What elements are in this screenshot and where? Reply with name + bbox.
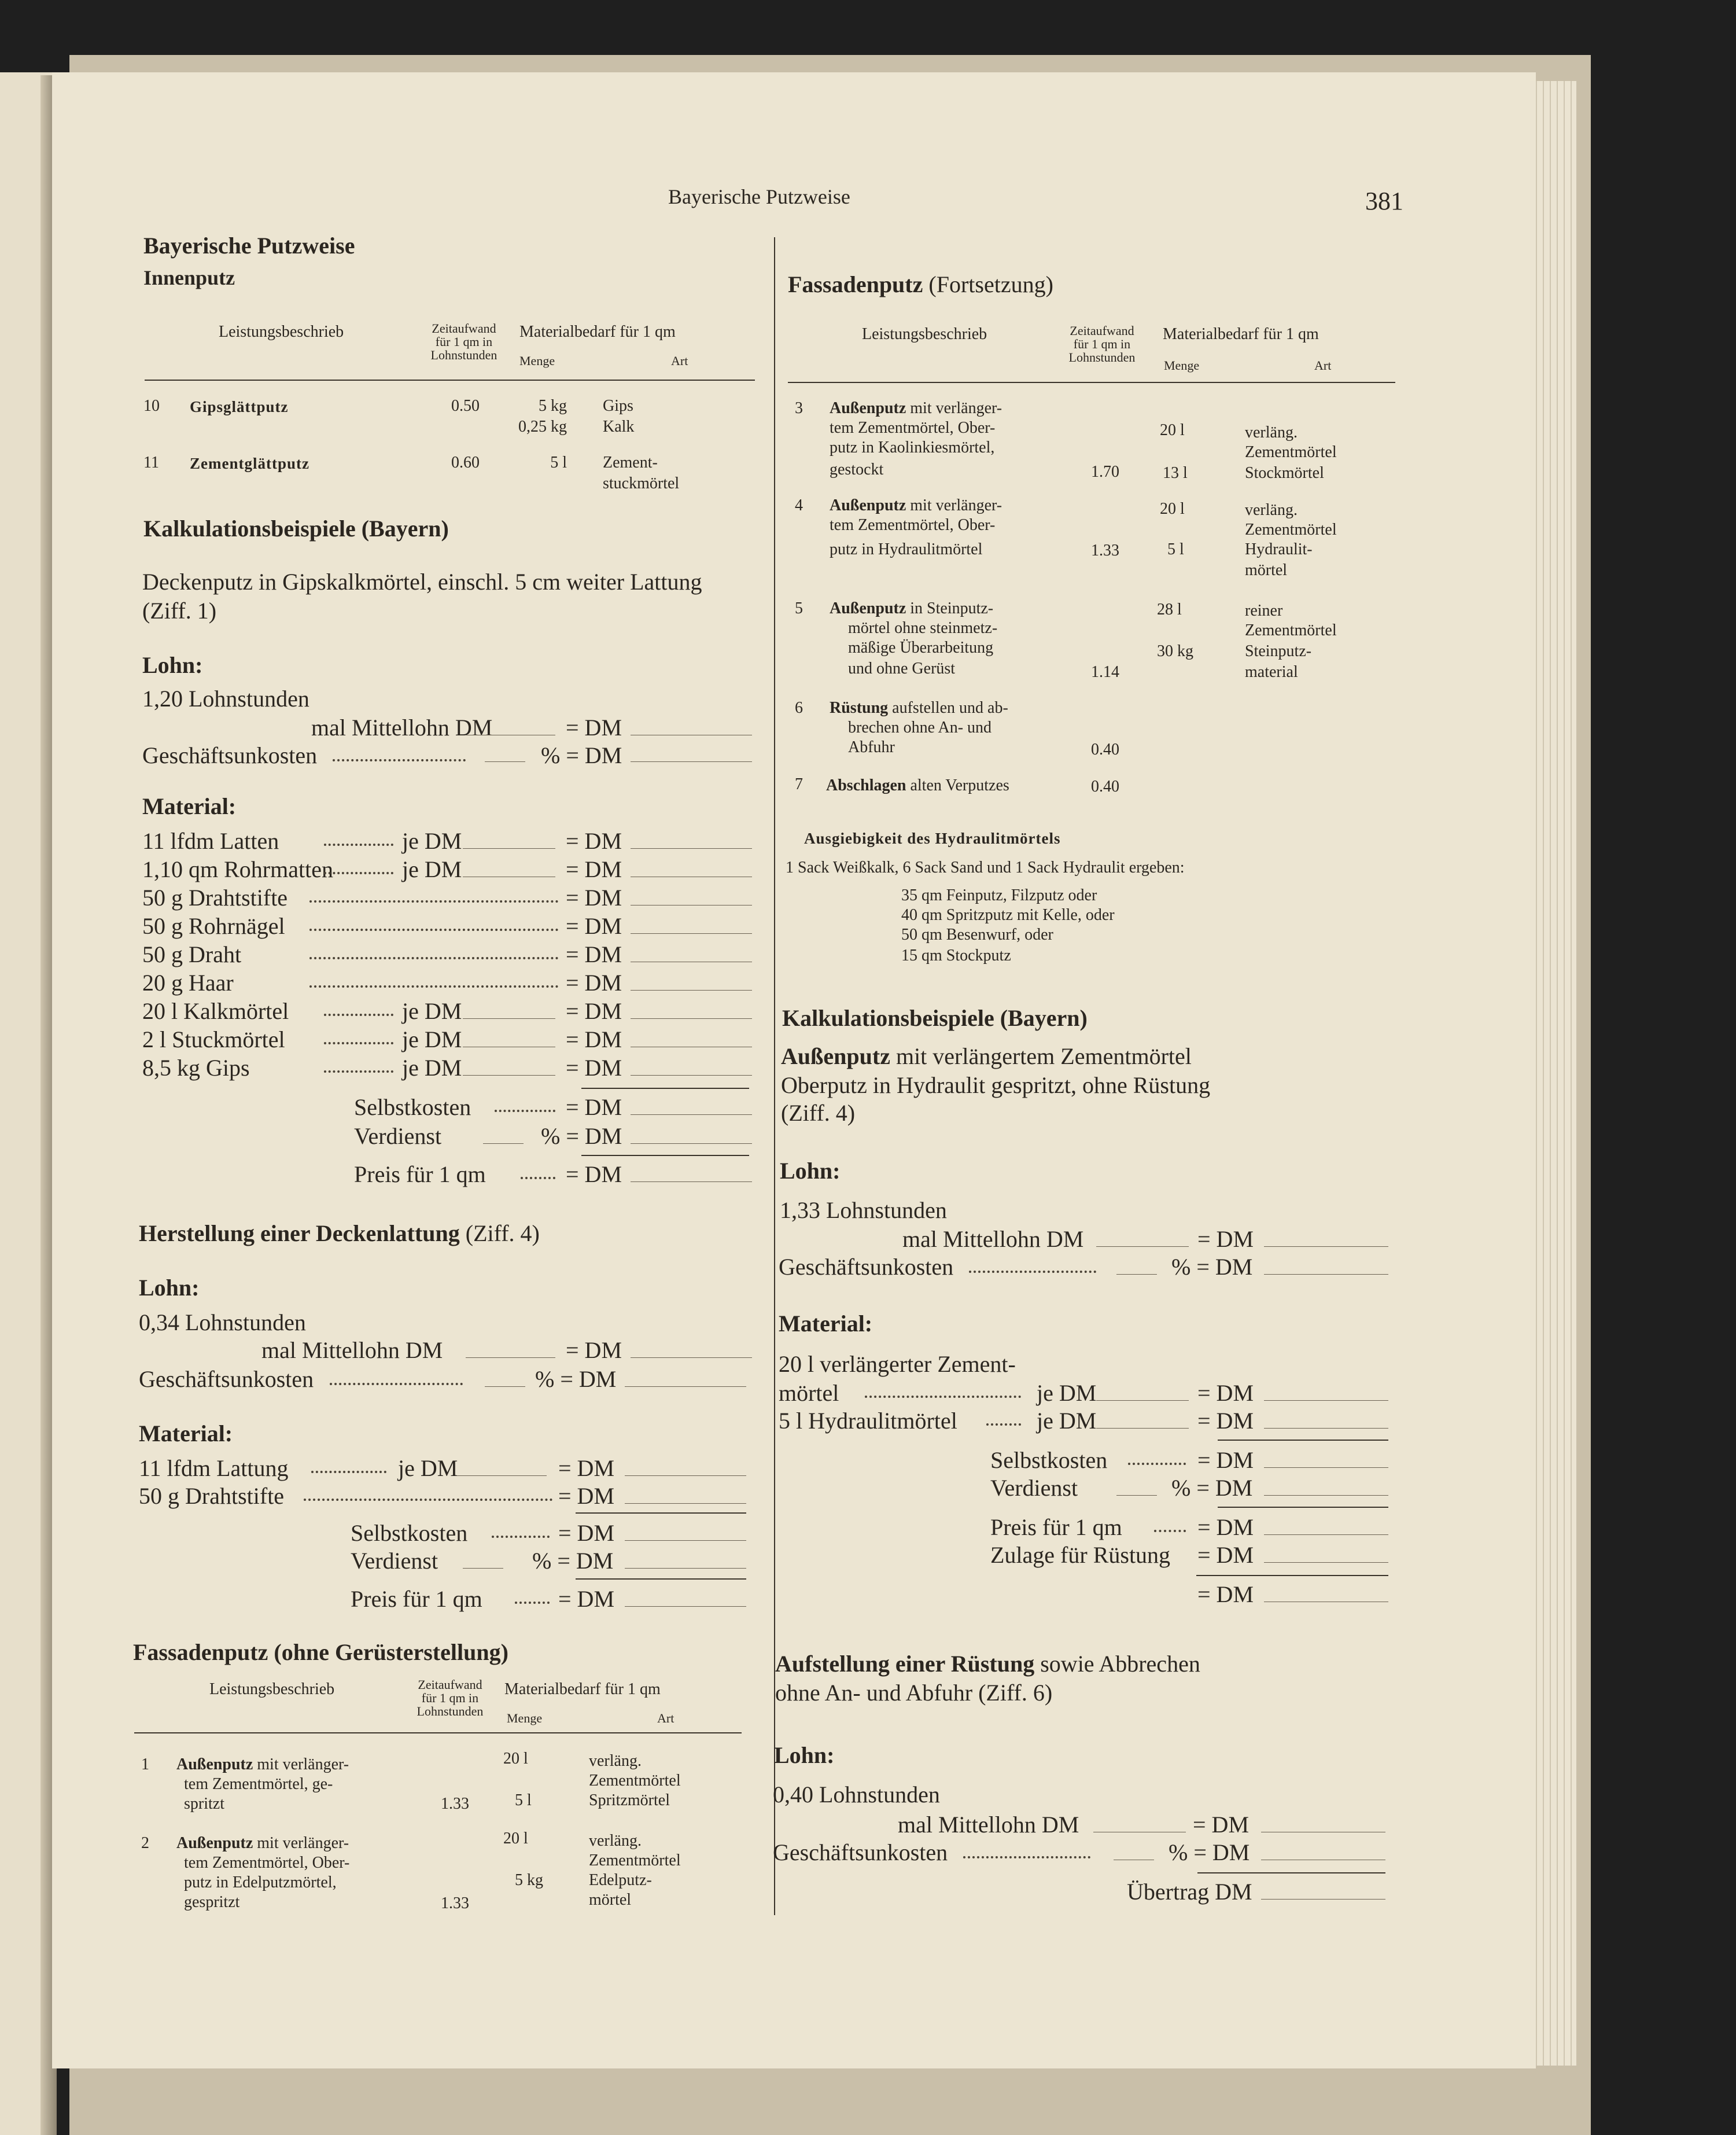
fill-line <box>463 1075 555 1076</box>
fill-line <box>483 1143 524 1144</box>
fill-line <box>631 1181 752 1182</box>
col-head-menge: Menge <box>507 1711 543 1725</box>
je-dm: je DM <box>402 1055 462 1081</box>
fill-line <box>1261 1899 1385 1900</box>
lohn-heading: Lohn: <box>774 1742 835 1768</box>
lohn-heading: Lohn: <box>139 1275 200 1301</box>
preis: Preis für 1 qm <box>351 1586 482 1612</box>
example-ziff: (Ziff. 4) <box>781 1100 856 1126</box>
mittellohn-label: mal Mittellohn DM <box>311 715 493 741</box>
dot-leader <box>1154 1530 1186 1532</box>
fill-line <box>1264 1246 1388 1247</box>
eq-dm: = DM <box>566 913 622 939</box>
pct-dm: % = DM <box>1171 1475 1253 1501</box>
material-heading: Material: <box>139 1420 233 1446</box>
col-head-leistung: Leistungsbeschrieb <box>209 1680 335 1698</box>
fill-line <box>625 1568 746 1569</box>
fill-line <box>631 761 752 762</box>
fill-line <box>631 1357 752 1358</box>
geschaeftsunkosten: Geschäftsunkosten <box>142 742 318 768</box>
eq-dm: = DM <box>566 1055 622 1081</box>
material-label: 50 g Rohrnägel <box>142 913 285 939</box>
fill-line <box>463 1018 555 1019</box>
geschaeftsunkosten: Geschäftsunkosten <box>773 1839 948 1865</box>
je-dm: je DM <box>402 1026 462 1052</box>
eq-dm: = DM <box>566 941 622 967</box>
fassade-title: Fassadenputz (Fortsetzung) <box>788 271 1053 297</box>
fill-line <box>1264 1467 1388 1468</box>
section-subtitle: Innenputz <box>143 266 235 289</box>
verdienst: Verdienst <box>990 1475 1078 1501</box>
dot-leader <box>963 1856 1090 1858</box>
material-heading: Material: <box>779 1311 873 1337</box>
verdienst: Verdienst <box>354 1123 442 1149</box>
col-head-material: Materialbedarf für 1 qm <box>504 1680 661 1698</box>
sum-rule <box>581 1155 749 1156</box>
dot-leader <box>324 1070 393 1073</box>
uebertrag: Übertrag DM <box>1127 1879 1252 1905</box>
fassade-title: Fassadenputz (ohne Gerüsterstellung) <box>133 1639 508 1665</box>
example-title: Herstellung einer Deckenlattung (Ziff. 4) <box>139 1220 540 1246</box>
material-label: 20 l Kalkmörtel <box>142 998 289 1024</box>
col-head-menge: Menge <box>1164 358 1200 373</box>
fill-line <box>1264 1274 1388 1275</box>
fill-line <box>631 1018 752 1019</box>
ausgiebigkeit-line: 15 qm Stockputz <box>901 947 1011 965</box>
fill-line <box>631 848 752 849</box>
fill-line <box>1116 1495 1157 1496</box>
example-title: Aufstellung einer Rüstung sowie Abbrechen <box>775 1651 1200 1677</box>
eq-dm: = DM <box>558 1586 615 1612</box>
dot-leader <box>330 1383 463 1385</box>
dot-leader <box>324 872 393 874</box>
col-head-zeit: Zeitaufwand für 1 qm in Lohnstunden <box>1068 323 1136 365</box>
col-head-zeit: Zeitaufwand für 1 qm in Lohnstunden <box>417 1677 484 1719</box>
eq-dm: = DM <box>566 715 622 741</box>
ausgiebigkeit-line: 50 qm Besenwurf, oder <box>901 926 1053 944</box>
fill-line <box>631 1114 752 1115</box>
eq-dm: = DM <box>566 885 622 911</box>
material-line: 20 l verlängerter Zement- <box>779 1351 1016 1377</box>
fill-line <box>1264 1495 1388 1496</box>
dot-leader <box>969 1271 1096 1273</box>
running-title: Bayerische Putzweise <box>668 185 850 208</box>
col-head-zeit: Zeitaufwand für 1 qm in Lohnstunden <box>430 321 497 363</box>
fill-line <box>1116 1274 1157 1275</box>
sum-rule <box>1197 1872 1385 1873</box>
sum-rule <box>1218 1507 1388 1508</box>
dot-leader <box>309 929 558 931</box>
sum-rule <box>576 1578 746 1580</box>
eq-dm: = DM <box>1197 1514 1254 1540</box>
lohnstunden: 1,33 Lohnstunden <box>780 1197 947 1223</box>
col-head-leistung: Leistungsbeschrieb <box>862 325 987 343</box>
geschaeftsunkosten: Geschäftsunkosten <box>139 1366 314 1392</box>
eq-dm: = DM <box>1197 1226 1254 1252</box>
table-rule <box>788 382 1395 383</box>
selbstkosten: Selbstkosten <box>990 1447 1108 1473</box>
lohn-heading: Lohn: <box>780 1158 841 1184</box>
dot-leader <box>309 985 558 988</box>
eq-dm: = DM <box>1197 1447 1254 1473</box>
eq-dm: = DM <box>1197 1542 1254 1568</box>
material-label: 50 g Draht <box>142 941 242 967</box>
example-title: Deckenputz in Gipskalkmörtel, einschl. 5 cm weiter Lattung <box>142 569 702 595</box>
col-head-art: Art <box>671 354 688 368</box>
col-head-material: Materialbedarf für 1 qm <box>1163 325 1319 343</box>
fill-line <box>1264 1562 1388 1563</box>
sum-rule <box>1218 1440 1388 1441</box>
example-title-line: Oberputz in Hydraulit gespritzt, ohne Rüstung <box>781 1072 1211 1098</box>
geschaeftsunkosten: Geschäftsunkosten <box>779 1254 954 1280</box>
fill-line <box>463 848 555 849</box>
dot-leader <box>324 1014 393 1016</box>
je-dm: je DM <box>402 828 462 854</box>
eq-dm: = DM <box>566 1094 622 1120</box>
verdienst: Verdienst <box>351 1548 438 1574</box>
je-dm: je DM <box>402 998 462 1024</box>
col-head-art: Art <box>1314 358 1332 373</box>
mittellohn-label: mal Mittellohn DM <box>261 1337 443 1363</box>
fill-line <box>485 761 525 762</box>
example-title: Außenputz mit verlängertem Zementmörtel <box>781 1043 1192 1069</box>
preis: Preis für 1 qm <box>990 1514 1122 1540</box>
fill-line <box>466 1357 555 1358</box>
selbstkosten: Selbstkosten <box>351 1520 468 1546</box>
dot-leader <box>521 1177 555 1179</box>
example-ziff: (Ziff. 1) <box>142 598 217 624</box>
fill-line <box>485 1386 525 1387</box>
lohn-heading: Lohn: <box>142 652 203 678</box>
fill-line <box>631 990 752 991</box>
eq-dm: = DM <box>566 998 622 1024</box>
material-label: 8,5 kg Gips <box>142 1055 250 1081</box>
ausgiebigkeit-line: 40 qm Spritzputz mit Kelle, oder <box>901 906 1115 924</box>
col-head-art: Art <box>657 1711 675 1725</box>
lohnstunden: 0,40 Lohnstunden <box>773 1781 940 1808</box>
eq-dm: = DM <box>1197 1581 1254 1607</box>
sum-rule <box>1196 1575 1388 1576</box>
pct-dm: % = DM <box>532 1548 614 1574</box>
eq-dm: = DM <box>566 1337 622 1363</box>
dot-leader <box>333 759 466 761</box>
eq-dm: = DM <box>566 828 622 854</box>
page-number: 381 <box>1365 187 1403 215</box>
fill-line <box>625 1386 746 1387</box>
mittellohn-label: mal Mittellohn DM <box>898 1812 1079 1838</box>
pct-dm: % = DM <box>1169 1839 1250 1865</box>
example-title-line: ohne An- und Abfuhr (Ziff. 6) <box>775 1680 1053 1706</box>
dot-leader <box>324 844 393 846</box>
pct-dm: % = DM <box>1171 1254 1253 1280</box>
table-rule <box>145 380 755 381</box>
ausgiebigkeit-line: 35 qm Feinputz, Filzputz oder <box>901 886 1097 904</box>
material-label: 11 lfdm Latten <box>142 828 279 854</box>
fill-line <box>631 933 752 934</box>
ausgiebigkeit-title: Ausgiebigkeit des Hydraulitmörtels <box>804 830 1061 847</box>
ausgiebigkeit-intro: 1 Sack Weißkalk, 6 Sack Sand und 1 Sack Hydraulit ergeben: <box>786 859 1185 877</box>
pct-dm: % = DM <box>535 1366 617 1392</box>
fill-line <box>1264 1534 1388 1535</box>
dot-leader <box>309 957 558 959</box>
table-rule <box>134 1732 742 1733</box>
eq-dm: = DM <box>1193 1812 1250 1838</box>
mittellohn-label: mal Mittellohn DM <box>902 1226 1084 1252</box>
dot-leader <box>324 1042 393 1044</box>
col-head-leistung: Leistungsbeschrieb <box>219 323 344 341</box>
eq-dm: = DM <box>566 970 622 996</box>
dot-leader <box>495 1110 555 1112</box>
page-edges <box>1530 81 1576 2066</box>
eq-dm: = DM <box>558 1520 615 1546</box>
col-head-material: Materialbedarf für 1 qm <box>519 323 676 341</box>
zulage: Zulage für Rüstung <box>990 1542 1171 1568</box>
pct-dm: % = DM <box>541 742 622 768</box>
material-label: 20 g Haar <box>142 970 234 996</box>
preis: Preis für 1 qm <box>354 1161 486 1187</box>
fill-line <box>625 1540 746 1541</box>
material-heading: Material: <box>142 793 237 819</box>
lohnstunden: 0,34 Lohnstunden <box>139 1309 306 1335</box>
je-dm: je DM <box>402 856 462 882</box>
fill-line <box>631 1143 752 1144</box>
section-title: Bayerische Putzweise <box>143 233 355 259</box>
dot-leader <box>309 900 558 903</box>
selbstkosten: Selbstkosten <box>354 1094 471 1120</box>
dot-leader <box>1128 1463 1186 1465</box>
material-label: 1,10 qm Rohrmatten <box>142 856 333 882</box>
fill-line <box>1096 1246 1189 1247</box>
col-head-menge: Menge <box>519 354 555 368</box>
material-label: 2 l Stuckmörtel <box>142 1026 285 1052</box>
fill-line <box>463 1568 503 1569</box>
eq-dm: = DM <box>566 1026 622 1052</box>
lohnstunden: 1,20 Lohnstunden <box>142 686 309 712</box>
fill-line <box>625 1606 746 1607</box>
fill-line <box>631 1075 752 1076</box>
dot-leader <box>492 1536 550 1538</box>
kalkulation-title: Kalkulationsbeispiele (Bayern) <box>782 1005 1088 1031</box>
pct-dm: % = DM <box>541 1123 622 1149</box>
eq-dm: = DM <box>566 1161 622 1187</box>
dot-leader <box>515 1602 550 1604</box>
material-label: 50 g Drahtstifte <box>142 885 288 911</box>
kalkulation-title: Kalkulationsbeispiele (Bayern) <box>143 516 449 542</box>
sum-rule <box>576 1512 746 1514</box>
sum-rule <box>581 1088 749 1089</box>
eq-dm: = DM <box>566 856 622 882</box>
